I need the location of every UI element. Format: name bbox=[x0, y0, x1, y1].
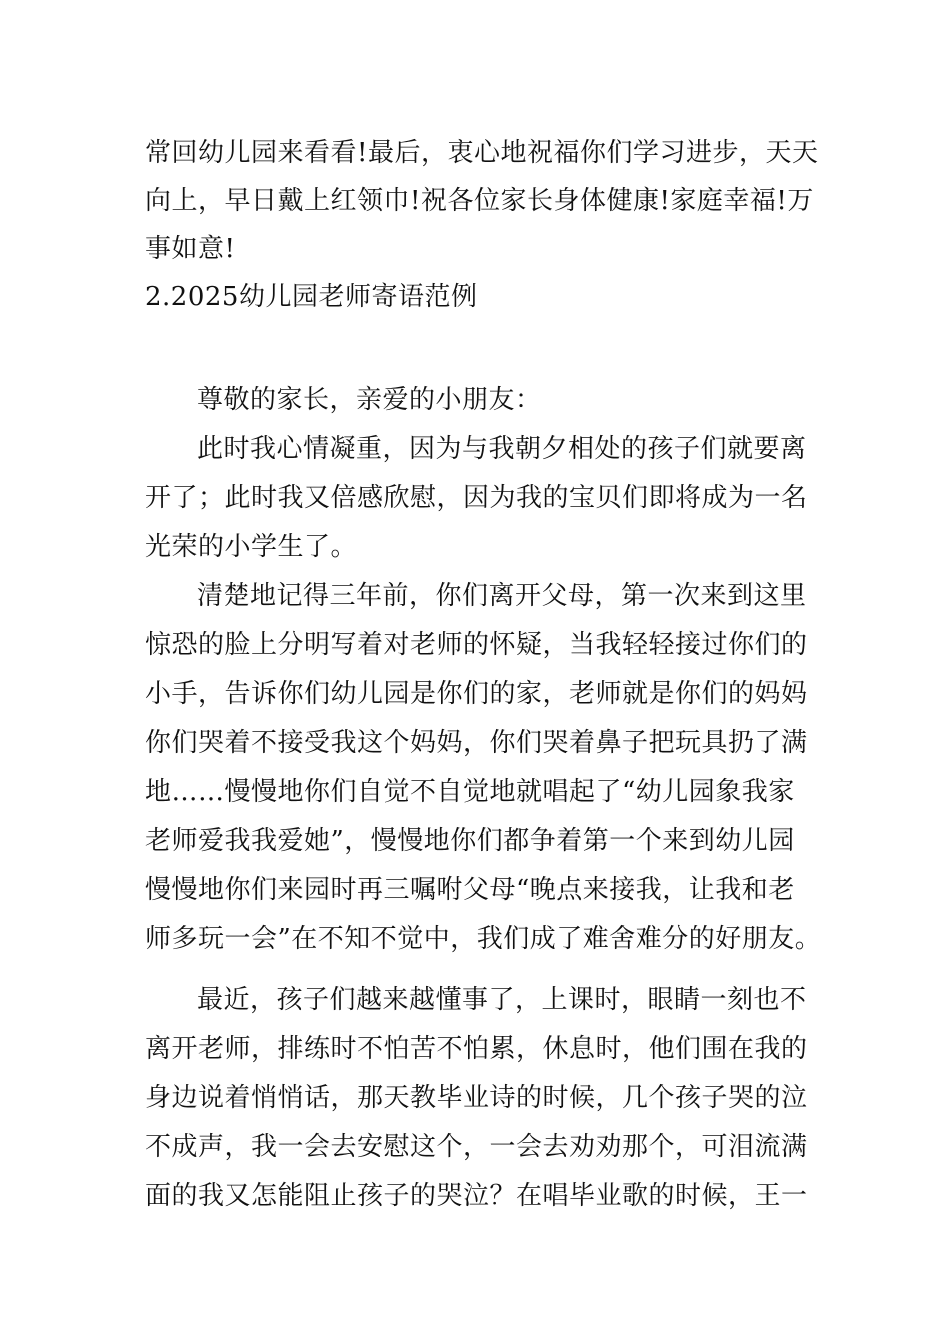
salutation: 尊敬的家长，亲爱的小朋友： bbox=[197, 385, 542, 415]
paragraph-line: 最近，孩子们越来越懂事了，上课时，眼睛一刻也不 bbox=[197, 985, 807, 1015]
closing-line: 事如意! bbox=[145, 234, 236, 264]
paragraph-line: 此时我心情凝重，因为与我朝夕相处的孩子们就要离 bbox=[197, 434, 807, 464]
paragraph-line: 地……慢慢地你们自觉不自觉地就唱起了“幼儿园象我家 bbox=[145, 777, 795, 807]
paragraph-line: 面的我又怎能阻止孩子的哭泣？在唱毕业歌的时候，王一 bbox=[145, 1181, 808, 1211]
paragraph-line: 老师爱我我爱她”，慢慢地你们都争着第一个来到幼儿园 bbox=[145, 826, 795, 856]
closing-line: 向上，早日戴上红领巾!祝各位家长身体健康!家庭幸福!万 bbox=[145, 186, 814, 216]
paragraph-line: 不成声，我一会去安慰这个，一会去劝劝那个，可泪流满 bbox=[145, 1132, 808, 1162]
paragraph-line: 清楚地记得三年前，你们离开父母，第一次来到这里 bbox=[197, 581, 807, 611]
paragraph-line: 开了；此时我又倍感欣慰，因为我的宝贝们即将成为一名 bbox=[145, 483, 808, 513]
section-heading: 2.2025幼儿园老师寄语范例 bbox=[145, 282, 478, 312]
paragraph-line: 光荣的小学生了。 bbox=[145, 532, 358, 562]
paragraph-line: 小手，告诉你们幼儿园是你们的家，老师就是你们的妈妈 bbox=[145, 679, 808, 709]
paragraph-line: 慢慢地你们来园时再三嘱咐父母“晚点来接我，让我和老 bbox=[145, 875, 795, 905]
closing-line: 常回幼儿园来看看!最后，衷心地祝福你们学习进步，天天 bbox=[145, 138, 819, 168]
paragraph-line: 师多玩一会”在不知不觉中，我们成了难舍难分的好朋友。 bbox=[145, 924, 822, 954]
paragraph-line: 你们哭着不接受我这个妈妈，你们哭着鼻子把玩具扔了满 bbox=[145, 728, 808, 758]
paragraph-line: 离开老师，排练时不怕苦不怕累，休息时，他们围在我的 bbox=[145, 1034, 808, 1064]
paragraph-line: 身边说着悄悄话，那天教毕业诗的时候，几个孩子哭的泣 bbox=[145, 1083, 808, 1113]
paragraph-line: 惊恐的脸上分明写着对老师的怀疑，当我轻轻接过你们的 bbox=[145, 630, 808, 660]
